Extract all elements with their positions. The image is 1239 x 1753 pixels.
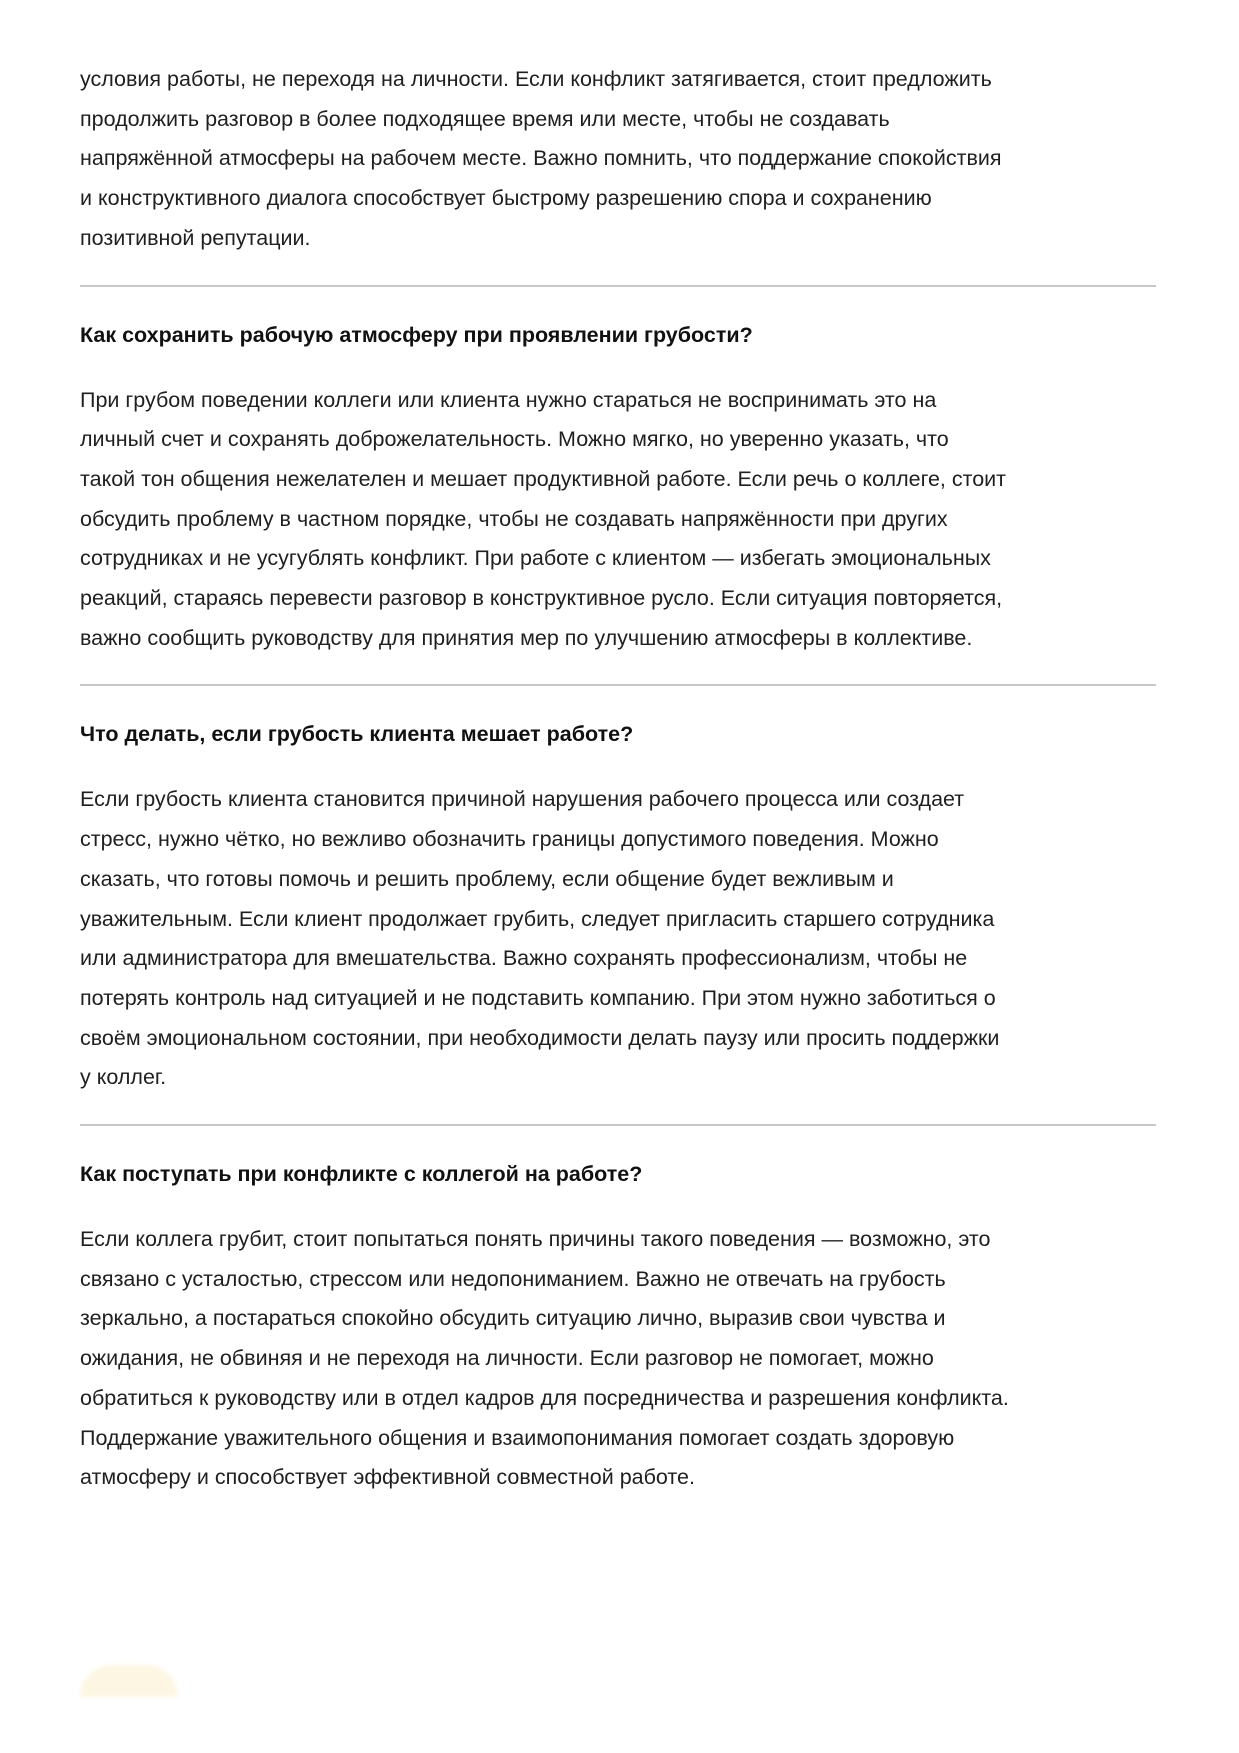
paragraph-intro bbox=[80, 60, 1156, 259]
faq-question: Как сохранить рабочую атмосферу при проявлении грубости? bbox=[80, 322, 753, 347]
text-line: Если грубость клиента становится причиной нарушения рабочего процесса или создает bbox=[80, 787, 965, 812]
divider bbox=[80, 1124, 1156, 1126]
faq-answer bbox=[80, 780, 1156, 1098]
text-line: уважительным. Если клиент продолжает грубить, следует пригласить старшего сотрудника bbox=[80, 906, 995, 931]
text-line: реакций, стараясь перевести разговор в конструктивное русло. Если ситуация повторяется, bbox=[80, 586, 1003, 611]
text-line: При грубом поведении коллеги или клиента нужно стараться не воспринимать это на bbox=[80, 387, 937, 412]
text-line: Поддержание уважительного общения и взаимопонимания помогает создать здоровую bbox=[80, 1425, 955, 1450]
text-line: сотрудниках и не усугублять конфликт. При работе с клиентом — избегать эмоциональных bbox=[80, 546, 991, 571]
text-line: обсудить проблему в частном порядке, чтобы не создавать напряжённости при других bbox=[80, 506, 948, 531]
faq-answer bbox=[80, 1220, 1156, 1498]
text-line: важно сообщить руководству для принятия мер по улучшению атмосферы в коллективе. bbox=[80, 625, 973, 650]
text-line: зеркально, а постараться спокойно обсудить ситуацию лично, выразив свои чувства и bbox=[80, 1306, 946, 1331]
text-line: своём эмоциональном состоянии, при необходимости делать паузу или просить поддержки bbox=[80, 1025, 1000, 1050]
faq-answer bbox=[80, 381, 1156, 659]
text-line: или администратора для вмешательства. Важно сохранять профессионализм, чтобы не bbox=[80, 946, 968, 971]
text-line: продолжить разговор в более подходящее время или месте, чтобы не создавать bbox=[80, 106, 890, 131]
text-line: условия работы, не переходя на личности. Если конфликт затягивается, стоит предложить bbox=[80, 67, 992, 91]
text-line: и конструктивного диалога способствует быстрому разрешению спора и сохранению bbox=[80, 186, 932, 211]
text-line: напряжённой атмосферы на рабочем месте. Важно помнить, что поддержание спокойствия bbox=[80, 146, 1002, 171]
faq-question: Что делать, если грубость клиента мешает работе? bbox=[80, 722, 634, 747]
text-line: ожидания, не обвиняя и не переходя на личности. Если разговор не помогает, можно bbox=[80, 1346, 934, 1371]
text-line: сказать, что готовы помочь и решить проблему, если общение будет вежливым и bbox=[80, 866, 894, 891]
text-line: личный счет и сохранять доброжелательность. Можно мягко, но уверенно указать, что bbox=[80, 427, 949, 452]
text-line: связано с усталостью, стрессом или недопониманием. Важно не отвечать на грубость bbox=[80, 1266, 946, 1291]
text-line: у коллег. bbox=[80, 1065, 167, 1090]
text-line: потерять контроль над ситуацией и не подставить компанию. При этом нужно заботиться о bbox=[80, 985, 996, 1010]
text-line: обратиться к руководству или в отдел кадров для посредничества и разрешения конфликта. bbox=[80, 1385, 1009, 1410]
faq-question: Как поступать при конфликте с коллегой на работе? bbox=[80, 1162, 643, 1187]
text-line: стресс, нужно чётко, но вежливо обозначить границы допустимого поведения. Можно bbox=[80, 827, 939, 852]
faq-content bbox=[80, 60, 1156, 1498]
text-line: атмосферу и способствует эффективной совместной работе. bbox=[80, 1465, 695, 1490]
divider bbox=[80, 285, 1156, 287]
decorative-shape bbox=[80, 1665, 178, 1697]
divider bbox=[80, 684, 1156, 686]
text-line: Если коллега грубит, стоит попытаться понять причины такого поведения — возможно, это bbox=[80, 1227, 991, 1252]
text-line: такой тон общения нежелателен и мешает продуктивной работе. Если речь о коллеге, стоит bbox=[80, 466, 1007, 491]
text-line: позитивной репутации. bbox=[80, 225, 311, 250]
